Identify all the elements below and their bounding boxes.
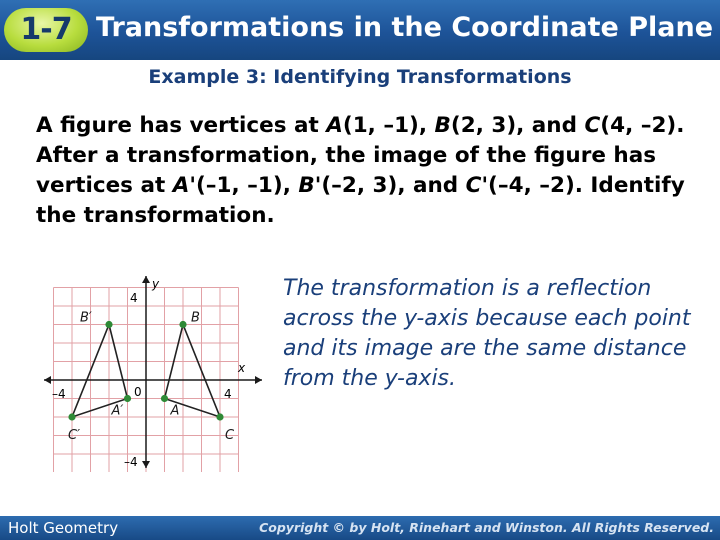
example-title: Example 3: Identifying Transformations [148,66,572,88]
footer-bar [0,516,720,540]
vertex-label: B [191,310,200,326]
y-axis-label: y [152,277,160,291]
vertex-label: C [225,428,235,443]
origin-label: 0 [134,385,142,399]
lesson-badge [4,8,88,52]
footer-course: Holt Geometry [8,519,119,537]
vertex-point [216,413,223,420]
vertex-label: B′ [80,310,92,326]
vertex-label: A′ [111,403,124,419]
tick-label-x-neg: –4 [52,387,66,401]
graph-figures [68,311,235,444]
tick-label-x-pos: 4 [224,387,232,401]
lesson-title: Transformations in the Coordinate Plane [96,12,714,43]
vertex-point [105,321,112,328]
lesson-number: 1-7 [20,12,72,47]
coordinate-graph [36,272,270,472]
x-axis-label: x [238,361,246,375]
problem-text: A figure has vertices at A(1, –1), B(2, 3), and C(4, –2). After a transformation, the image of the figure has vertices at A'(–1, –1), B'(–2, 3), and C'(–4, –2). Identify the transformation. [36,113,685,228]
explanation-text: The transformation is a reflection across the y-axis because each point and its image are the same distance from the y-axis. [283,276,691,391]
vertex-point [68,413,75,420]
tick-label-y-neg: –4 [124,455,138,469]
vertex-point [124,395,131,402]
vertex-point [161,395,168,402]
vertex-label: C′ [68,428,81,443]
vertex-label: A [170,403,180,419]
footer-copyright: Copyright © by Holt, Rinehart and Winston. All Rights Reserved. [259,520,714,535]
header-bar [0,0,720,60]
tick-label-y-pos: 4 [130,291,138,305]
vertex-point [179,321,186,328]
